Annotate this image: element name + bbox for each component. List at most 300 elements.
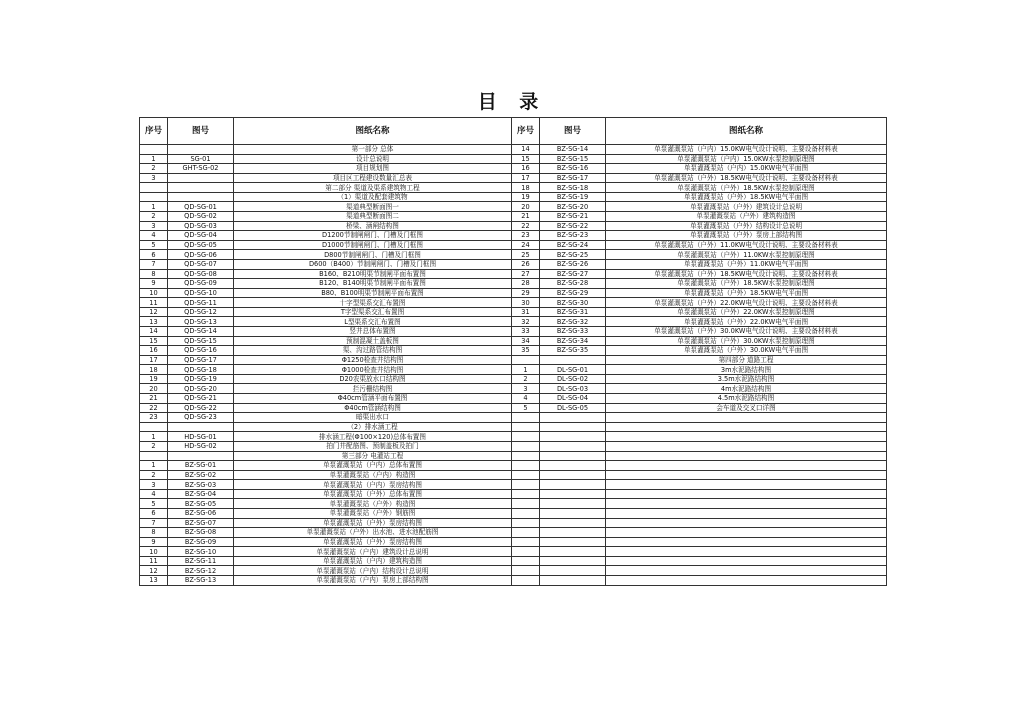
cell-no-left: 11 xyxy=(140,298,168,308)
table-row xyxy=(140,528,887,538)
cell-name-left: 竖井总体布置图 xyxy=(234,326,512,336)
table-row xyxy=(140,298,887,308)
cell-code-left: BZ-SG-10 xyxy=(168,547,234,557)
cell-blank-left xyxy=(168,145,234,155)
cell-name-left: 单泵灌溉泵站（户内）泵房上部结构图 xyxy=(234,576,512,586)
cell-code-left: QD-SG-18 xyxy=(168,365,234,375)
cell-name-right: 会车道及交叉口详图 xyxy=(606,403,887,413)
section-heading-right: 第四部分 道路工程 xyxy=(606,355,887,365)
cell-name-left: Φ40cm管涵结构图 xyxy=(234,403,512,413)
cell-blank-right xyxy=(606,528,887,538)
table-row xyxy=(140,355,887,365)
cell-code-right: BZ-SG-30 xyxy=(540,298,606,308)
cell-code-right: BZ-SG-20 xyxy=(540,202,606,212)
cell-code-right: DL-SG-02 xyxy=(540,374,606,384)
cell-code-right: BZ-SG-32 xyxy=(540,317,606,327)
cell-name-right: 单泵灌溉泵站（户外）30.0KW水泵控制原理图 xyxy=(606,336,887,346)
table-row xyxy=(140,422,887,432)
cell-no-left: 2 xyxy=(140,164,168,174)
cell-no-left: 6 xyxy=(140,508,168,518)
cell-name-right: 单泵灌溉泵站（户外）18.5KW电气设计说明、主要设备材料表 xyxy=(606,173,887,183)
cell-blank-right xyxy=(606,556,887,566)
cell-no-right: 26 xyxy=(512,259,540,269)
cell-code-left xyxy=(168,173,234,183)
cell-no-left: 10 xyxy=(140,288,168,298)
cell-no-right: 17 xyxy=(512,173,540,183)
cell-code-left: SG-01 xyxy=(168,154,234,164)
table-row xyxy=(140,413,887,423)
cell-no-left: 7 xyxy=(140,518,168,528)
cell-no-left: 1 xyxy=(140,202,168,212)
cell-blank-right xyxy=(606,480,887,490)
table-row xyxy=(140,183,887,193)
cell-name-left: D800节制闸闸门、门槽及门框图 xyxy=(234,250,512,260)
cell-blank-right xyxy=(606,576,887,586)
cell-code-left: QD-SG-21 xyxy=(168,394,234,404)
cell-blank-left xyxy=(168,192,234,202)
cell-code-right: BZ-SG-17 xyxy=(540,173,606,183)
cell-name-left: Φ1250检查井结构图 xyxy=(234,355,512,365)
cell-blank-right xyxy=(512,441,540,451)
cell-no-left: 2 xyxy=(140,470,168,480)
cell-blank-left xyxy=(140,451,168,461)
cell-no-left: 12 xyxy=(140,566,168,576)
cell-blank-right xyxy=(606,518,887,528)
cell-name-right: 单泵灌溉泵站（户外）18.5KW电气平面图 xyxy=(606,192,887,202)
table-row xyxy=(140,489,887,499)
cell-no-left: 3 xyxy=(140,221,168,231)
cell-code-right: BZ-SG-29 xyxy=(540,288,606,298)
cell-blank-left xyxy=(168,183,234,193)
table-row xyxy=(140,556,887,566)
cell-code-left: QD-SG-08 xyxy=(168,269,234,279)
table-row xyxy=(140,250,887,260)
table-row xyxy=(140,240,887,250)
table-row xyxy=(140,518,887,528)
cell-code-right: BZ-SG-27 xyxy=(540,269,606,279)
section-heading-left: 第一部分 总体 xyxy=(234,145,512,155)
table-row xyxy=(140,307,887,317)
table-row xyxy=(140,499,887,509)
cell-blank-right xyxy=(606,537,887,547)
cell-code-left: BZ-SG-12 xyxy=(168,566,234,576)
header-code-left: 图号 xyxy=(168,118,234,145)
cell-blank-right xyxy=(512,576,540,586)
cell-name-right: 4m水泥路结构图 xyxy=(606,384,887,394)
cell-no-right: 33 xyxy=(512,326,540,336)
cell-name-left: B120、B140明渠节制闸平面布置图 xyxy=(234,279,512,289)
cell-blank-right xyxy=(606,422,887,432)
cell-blank-right xyxy=(512,413,540,423)
section-heading-left: 第三部分 电灌站工程 xyxy=(234,451,512,461)
table-row xyxy=(140,192,887,202)
cell-name-left: D600（B400）节制闸闸门、门槽及门框图 xyxy=(234,259,512,269)
section-heading-left: （1）渠道及配套建筑物 xyxy=(234,192,512,202)
cell-code-right: BZ-SG-34 xyxy=(540,336,606,346)
header-name-right: 图纸名称 xyxy=(606,118,887,145)
cell-name-right: 单泵灌溉泵站（户内）15.0KW水泵控制原理图 xyxy=(606,154,887,164)
cell-name-right: 单泵灌溉泵站（户外）泵房上部结构图 xyxy=(606,231,887,241)
cell-no-left: 19 xyxy=(140,374,168,384)
cell-code-left: BZ-SG-03 xyxy=(168,480,234,490)
cell-name-left: 单泵灌溉泵站（户外）总体布置图 xyxy=(234,489,512,499)
cell-blank-right xyxy=(540,556,606,566)
cell-name-right: 单泵灌溉泵站（户外）11.0KW水泵控制原理图 xyxy=(606,250,887,260)
cell-no-right: 22 xyxy=(512,221,540,231)
table-row xyxy=(140,145,887,155)
cell-name-left: 单泵灌溉泵站（户内）总体布置图 xyxy=(234,461,512,471)
table-row xyxy=(140,365,887,375)
cell-name-left: 暗渠出水口 xyxy=(234,413,512,423)
cell-no-right: 5 xyxy=(512,403,540,413)
cell-no-left: 22 xyxy=(140,403,168,413)
cell-blank-right xyxy=(540,576,606,586)
table-header-row xyxy=(140,118,887,145)
cell-name-left: L型渠系交汇布置图 xyxy=(234,317,512,327)
cell-name-left: D20农渠放水口结构图 xyxy=(234,374,512,384)
cell-code-left: QD-SG-05 xyxy=(168,240,234,250)
table-row xyxy=(140,154,887,164)
cell-code-left: QD-SG-20 xyxy=(168,384,234,394)
cell-blank-right xyxy=(512,461,540,471)
table-row xyxy=(140,537,887,547)
cell-blank-right xyxy=(540,461,606,471)
cell-blank-right xyxy=(540,422,606,432)
cell-blank-right xyxy=(512,518,540,528)
cell-blank-right xyxy=(512,547,540,557)
cell-code-right: BZ-SG-28 xyxy=(540,279,606,289)
cell-no-right: 21 xyxy=(512,212,540,222)
cell-code-right: BZ-SG-14 xyxy=(540,145,606,155)
cell-name-left: B80、B100明渠节制闸平面布置图 xyxy=(234,288,512,298)
cell-code-left: QD-SG-15 xyxy=(168,336,234,346)
cell-code-right: BZ-SG-21 xyxy=(540,212,606,222)
cell-code-right: DL-SG-03 xyxy=(540,384,606,394)
cell-code-right: BZ-SG-19 xyxy=(540,192,606,202)
cell-no-left: 2 xyxy=(140,441,168,451)
table-row xyxy=(140,508,887,518)
cell-name-left: D1000节制闸闸门、门槽及门框图 xyxy=(234,240,512,250)
header-name-left: 图纸名称 xyxy=(234,118,512,145)
cell-no-left: 2 xyxy=(140,212,168,222)
table-row xyxy=(140,451,887,461)
table-row xyxy=(140,384,887,394)
cell-name-right: 单泵灌溉泵站（户内）15.0KW电气设计说明、主要设备材料表 xyxy=(606,145,887,155)
cell-no-right: 14 xyxy=(512,145,540,155)
cell-name-left: 单泵灌溉泵站（户内）泵房结构图 xyxy=(234,480,512,490)
cell-code-left: GHT-SG-02 xyxy=(168,164,234,174)
cell-blank-right xyxy=(540,489,606,499)
table-row xyxy=(140,394,887,404)
cell-name-left: 项目规划图 xyxy=(234,164,512,174)
cell-code-right: BZ-SG-18 xyxy=(540,183,606,193)
table-row xyxy=(140,326,887,336)
table-row xyxy=(140,259,887,269)
cell-code-right: BZ-SG-33 xyxy=(540,326,606,336)
cell-blank-left xyxy=(140,422,168,432)
cell-blank-right xyxy=(512,508,540,518)
table-row xyxy=(140,432,887,442)
section-heading-left: 第二部分 渠道及渠系建筑物工程 xyxy=(234,183,512,193)
cell-no-left: 4 xyxy=(140,489,168,499)
cell-no-left: 6 xyxy=(140,250,168,260)
page-title: 目 录 xyxy=(477,91,547,113)
cell-no-left: 4 xyxy=(140,231,168,241)
cell-code-right: BZ-SG-25 xyxy=(540,250,606,260)
cell-name-right: 单泵灌溉泵站（户外）18.5KW水泵控制原理图 xyxy=(606,183,887,193)
cell-code-left: QD-SG-07 xyxy=(168,259,234,269)
cell-code-right: BZ-SG-26 xyxy=(540,259,606,269)
cell-no-right: 1 xyxy=(512,365,540,375)
cell-name-right: 单泵灌溉泵站（户外）30.0KW电气设计说明、主要设备材料表 xyxy=(606,326,887,336)
cell-no-right: 24 xyxy=(512,240,540,250)
cell-blank-right xyxy=(540,499,606,509)
table-row xyxy=(140,317,887,327)
cell-blank-right xyxy=(540,451,606,461)
cell-name-left: 拦污栅结构图 xyxy=(234,384,512,394)
cell-no-left: 5 xyxy=(140,240,168,250)
cell-name-right: 单泵灌溉泵站（户外）18.5KW电气平面图 xyxy=(606,288,887,298)
table-row xyxy=(140,202,887,212)
cell-no-left: 13 xyxy=(140,317,168,327)
table-row xyxy=(140,470,887,480)
cell-no-left: 13 xyxy=(140,576,168,586)
cell-code-left: QD-SG-04 xyxy=(168,231,234,241)
cell-blank-left xyxy=(140,145,168,155)
cell-blank-right xyxy=(606,499,887,509)
cell-no-right: 28 xyxy=(512,279,540,289)
cell-name-right: 3.5m水泥路结构图 xyxy=(606,374,887,384)
cell-blank-right xyxy=(540,528,606,538)
cell-name-right: 单泵灌溉泵站（户外）30.0KW电气平面图 xyxy=(606,346,887,356)
cell-blank-right xyxy=(606,489,887,499)
cell-name-left: 渠、沟过路管结构图 xyxy=(234,346,512,356)
cell-code-left: QD-SG-03 xyxy=(168,221,234,231)
cell-name-left: 项目区工程建设数量汇总表 xyxy=(234,173,512,183)
cell-no-right: 2 xyxy=(512,374,540,384)
cell-no-left: 3 xyxy=(140,173,168,183)
cell-blank-right xyxy=(512,528,540,538)
cell-blank-right xyxy=(540,566,606,576)
table-row xyxy=(140,173,887,183)
cell-no-right: 27 xyxy=(512,269,540,279)
cell-no-left: 23 xyxy=(140,413,168,423)
cell-no-left: 9 xyxy=(140,537,168,547)
cell-name-right: 单泵灌溉泵站（户外）18.5KW电气设计说明、主要设备材料表 xyxy=(606,269,887,279)
table-row xyxy=(140,221,887,231)
cell-no-right: 31 xyxy=(512,307,540,317)
cell-code-right: DL-SG-01 xyxy=(540,365,606,375)
section-heading-left: （2）排水涵工程 xyxy=(234,422,512,432)
cell-no-left: 3 xyxy=(140,480,168,490)
cell-no-right: 15 xyxy=(512,154,540,164)
cell-code-left: BZ-SG-06 xyxy=(168,508,234,518)
cell-no-right: 29 xyxy=(512,288,540,298)
cell-no-left: 20 xyxy=(140,384,168,394)
cell-code-left: QD-SG-11 xyxy=(168,298,234,308)
cell-name-left: 单泵灌溉泵站（户外）泵房结构图 xyxy=(234,537,512,547)
cell-code-left: QD-SG-23 xyxy=(168,413,234,423)
cell-no-left: 11 xyxy=(140,556,168,566)
table-row xyxy=(140,164,887,174)
cell-code-right: DL-SG-04 xyxy=(540,394,606,404)
table-row xyxy=(140,576,887,586)
cell-blank-left xyxy=(168,451,234,461)
cell-name-left: Φ1000检查井结构图 xyxy=(234,365,512,375)
cell-name-left: 渠道典型断面图一 xyxy=(234,202,512,212)
cell-code-left: BZ-SG-09 xyxy=(168,537,234,547)
cell-name-left: Φ40cm管涵平面布置图 xyxy=(234,394,512,404)
cell-code-left: BZ-SG-04 xyxy=(168,489,234,499)
table-row xyxy=(140,336,887,346)
cell-no-left: 15 xyxy=(140,336,168,346)
cell-no-left: 1 xyxy=(140,461,168,471)
table-row xyxy=(140,346,887,356)
cell-name-left: 十字型渠系交汇布置图 xyxy=(234,298,512,308)
cell-blank-right xyxy=(606,451,887,461)
cell-blank-right xyxy=(512,480,540,490)
cell-no-left: 17 xyxy=(140,355,168,365)
cell-code-left: QD-SG-19 xyxy=(168,374,234,384)
cell-code-left: HD-SG-01 xyxy=(168,432,234,442)
cell-name-left: 单泵灌溉泵站（户外）构造图 xyxy=(234,499,512,509)
cell-code-left: QD-SG-22 xyxy=(168,403,234,413)
cell-blank-right xyxy=(512,470,540,480)
cell-name-left: 预制混凝土盖板图 xyxy=(234,336,512,346)
cell-blank-right xyxy=(540,537,606,547)
cell-blank-right xyxy=(606,547,887,557)
cell-no-left: 14 xyxy=(140,326,168,336)
cell-code-right: BZ-SG-15 xyxy=(540,154,606,164)
cell-name-right: 单泵灌溉泵站（户内）15.0KW电气平面图 xyxy=(606,164,887,174)
cell-no-right: 16 xyxy=(512,164,540,174)
table-row xyxy=(140,269,887,279)
cell-blank-right xyxy=(512,451,540,461)
cell-name-right: 3m水泥路结构图 xyxy=(606,365,887,375)
cell-code-left: HD-SG-02 xyxy=(168,441,234,451)
cell-no-right: 19 xyxy=(512,192,540,202)
cell-name-left: 单泵灌溉泵站（户内）建筑构造图 xyxy=(234,556,512,566)
cell-code-left: BZ-SG-13 xyxy=(168,576,234,586)
table-row xyxy=(140,212,887,222)
cell-no-left: 16 xyxy=(140,346,168,356)
table-row xyxy=(140,374,887,384)
cell-name-right: 单泵灌溉泵站（户外）22.0KW水泵控制原理图 xyxy=(606,307,887,317)
cell-code-left: QD-SG-17 xyxy=(168,355,234,365)
cell-code-left: QD-SG-10 xyxy=(168,288,234,298)
cell-no-left: 18 xyxy=(140,365,168,375)
cell-name-left: 拍门井配筋图、预制盖板及拍门 xyxy=(234,441,512,451)
table-row xyxy=(140,403,887,413)
cell-no-right: 30 xyxy=(512,298,540,308)
cell-name-left: T字型渠系交汇布置图 xyxy=(234,307,512,317)
cell-name-left: 单泵灌溉泵站（户内）结构设计总说明 xyxy=(234,566,512,576)
cell-code-right: BZ-SG-16 xyxy=(540,164,606,174)
cell-code-right: DL-SG-05 xyxy=(540,403,606,413)
header-code-right: 图号 xyxy=(540,118,606,145)
cell-name-right: 单泵灌溉泵站（户外）11.0KW电气平面图 xyxy=(606,259,887,269)
drawing-index-table xyxy=(139,117,887,586)
cell-blank-right xyxy=(606,470,887,480)
cell-code-left: QD-SG-14 xyxy=(168,326,234,336)
cell-code-left: BZ-SG-07 xyxy=(168,518,234,528)
cell-blank-right xyxy=(606,432,887,442)
cell-code-left: QD-SG-13 xyxy=(168,317,234,327)
cell-code-left: QD-SG-12 xyxy=(168,307,234,317)
cell-code-left: QD-SG-06 xyxy=(168,250,234,260)
cell-no-left: 1 xyxy=(140,432,168,442)
cell-blank-right xyxy=(512,537,540,547)
cell-blank-right xyxy=(512,556,540,566)
cell-no-right: 25 xyxy=(512,250,540,260)
cell-blank-right xyxy=(540,480,606,490)
cell-code-left: QD-SG-02 xyxy=(168,212,234,222)
table-row xyxy=(140,547,887,557)
cell-blank-right xyxy=(606,441,887,451)
cell-name-left: 桥梁、涵闸结构图 xyxy=(234,221,512,231)
cell-blank-left xyxy=(168,422,234,432)
cell-no-right: 34 xyxy=(512,336,540,346)
cell-blank-left xyxy=(140,183,168,193)
cell-name-right: 单泵灌溉泵站（户外）结构设计总说明 xyxy=(606,221,887,231)
cell-blank-right xyxy=(512,499,540,509)
cell-name-left: 排水涵工程(Φ100×120)总体布置图 xyxy=(234,432,512,442)
cell-no-right: 3 xyxy=(512,384,540,394)
cell-code-left: BZ-SG-05 xyxy=(168,499,234,509)
cell-blank-right xyxy=(540,518,606,528)
cell-blank-right xyxy=(606,566,887,576)
cell-name-left: B160、B210明渠节制闸平面布置图 xyxy=(234,269,512,279)
cell-blank-right xyxy=(512,432,540,442)
cell-name-left: D1200节制闸闸门、门槽及门框图 xyxy=(234,231,512,241)
cell-blank-right xyxy=(512,355,540,365)
header-no-right: 序号 xyxy=(512,118,540,145)
table-row xyxy=(140,231,887,241)
cell-no-right: 20 xyxy=(512,202,540,212)
cell-name-left: 单泵灌溉泵站（户内）构造图 xyxy=(234,470,512,480)
cell-code-left: BZ-SG-01 xyxy=(168,461,234,471)
cell-blank-right xyxy=(540,470,606,480)
cell-code-right: BZ-SG-24 xyxy=(540,240,606,250)
table-row xyxy=(140,480,887,490)
cell-no-right: 35 xyxy=(512,346,540,356)
cell-no-right: 4 xyxy=(512,394,540,404)
cell-blank-right xyxy=(540,508,606,518)
cell-no-left: 7 xyxy=(140,259,168,269)
cell-code-left: BZ-SG-08 xyxy=(168,528,234,538)
table-row xyxy=(140,288,887,298)
cell-code-left: BZ-SG-11 xyxy=(168,556,234,566)
cell-no-right: 18 xyxy=(512,183,540,193)
cell-name-right: 4.5m水泥路结构图 xyxy=(606,394,887,404)
cell-no-left: 10 xyxy=(140,547,168,557)
cell-blank-right xyxy=(540,355,606,365)
cell-name-right: 单泵灌溉泵站（户外）11.0KW电气设计说明、主要设备材料表 xyxy=(606,240,887,250)
cell-name-left: 单泵灌溉泵站（户外）出水池、进水池配筋图 xyxy=(234,528,512,538)
cell-name-right: 单泵灌溉泵站（户外）18.5KW水泵控制原理图 xyxy=(606,279,887,289)
cell-code-right: BZ-SG-35 xyxy=(540,346,606,356)
header-no-left: 序号 xyxy=(140,118,168,145)
cell-blank-right xyxy=(512,422,540,432)
cell-blank-right xyxy=(512,566,540,576)
cell-code-left: QD-SG-01 xyxy=(168,202,234,212)
cell-blank-left xyxy=(140,192,168,202)
cell-blank-right xyxy=(606,413,887,423)
cell-code-right: BZ-SG-23 xyxy=(540,231,606,241)
cell-blank-right xyxy=(512,489,540,499)
cell-no-left: 12 xyxy=(140,307,168,317)
cell-name-left: 单泵灌溉泵站（户外）泵房结构图 xyxy=(234,518,512,528)
